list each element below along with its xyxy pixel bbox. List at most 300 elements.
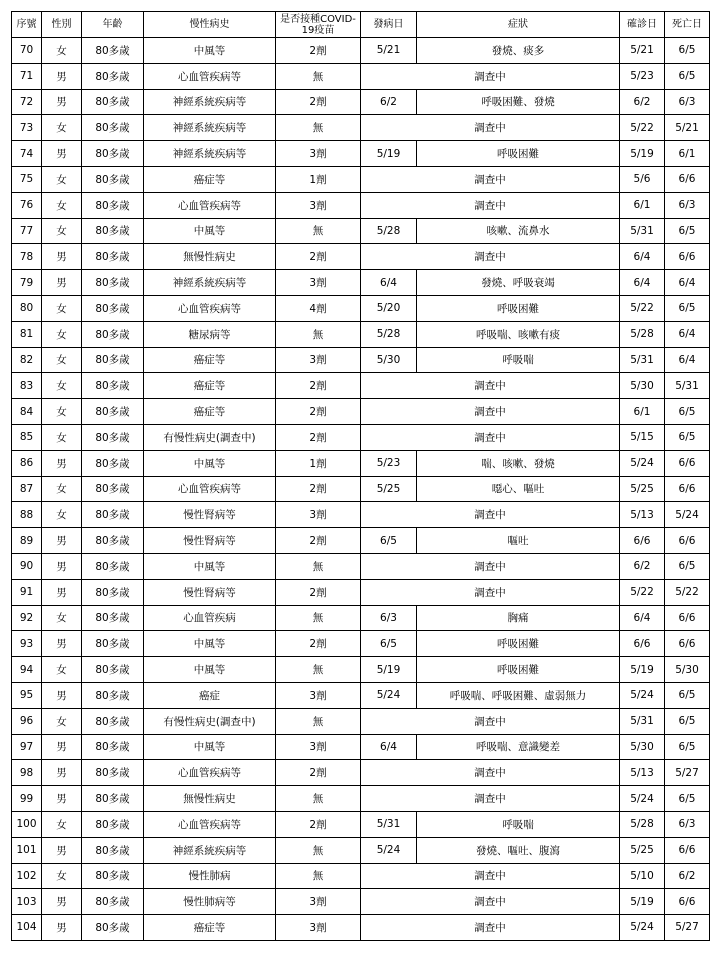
table-row <box>12 399 710 425</box>
diagnosis-date-cell: 5/19 <box>620 657 665 683</box>
death-date-cell: 5/21 <box>665 115 710 141</box>
serial-cell: 103 <box>12 889 42 915</box>
chronic-disease-cell: 無慢性病史 <box>144 786 276 812</box>
death-date-cell: 6/5 <box>665 399 710 425</box>
table-row <box>12 811 710 837</box>
serial-cell: 79 <box>12 270 42 296</box>
symptoms-cell: 呼吸喘、咳嗽有痰 <box>417 321 620 347</box>
symptoms-cell: 胸痛 <box>417 605 620 631</box>
symptoms-cell: 咳嗽、流鼻水 <box>417 218 620 244</box>
symptoms-cell: 調查中 <box>361 786 620 812</box>
death-date-cell: 6/5 <box>665 553 710 579</box>
chronic-disease-cell: 中風等 <box>144 38 276 64</box>
onset-date-cell: 5/24 <box>361 682 417 708</box>
vaccination-cell: 3劑 <box>276 682 361 708</box>
age-cell: 80多歲 <box>82 502 144 528</box>
sex-cell: 女 <box>42 863 82 889</box>
chronic-disease-cell: 神經系統疾病等 <box>144 141 276 167</box>
serial-cell: 88 <box>12 502 42 528</box>
serial-cell: 85 <box>12 424 42 450</box>
vaccination-cell: 2劑 <box>276 579 361 605</box>
table-row <box>12 63 710 89</box>
diagnosis-date-cell: 5/31 <box>620 218 665 244</box>
vaccination-cell: 3劑 <box>276 915 361 941</box>
diagnosis-date-cell: 5/25 <box>620 476 665 502</box>
diagnosis-date-cell: 5/28 <box>620 811 665 837</box>
death-date-cell: 6/6 <box>665 889 710 915</box>
symptoms-cell: 發燒、嘔吐、腹瀉 <box>417 837 620 863</box>
chronic-disease-cell: 中風等 <box>144 657 276 683</box>
serial-cell: 89 <box>12 528 42 554</box>
vaccination-cell: 2劑 <box>276 244 361 270</box>
symptoms-cell: 調查中 <box>361 760 620 786</box>
sex-cell: 女 <box>42 502 82 528</box>
sex-cell: 女 <box>42 708 82 734</box>
chronic-disease-cell: 神經系統疾病等 <box>144 837 276 863</box>
table-row <box>12 889 710 915</box>
table-body <box>12 38 710 941</box>
header-serial: 序號 <box>12 12 42 38</box>
death-date-cell: 6/4 <box>665 321 710 347</box>
chronic-disease-cell: 癌症 <box>144 682 276 708</box>
onset-date-cell: 6/4 <box>361 734 417 760</box>
table-row <box>12 321 710 347</box>
symptoms-cell: 調查中 <box>361 889 620 915</box>
symptoms-cell: 呼吸困難 <box>417 141 620 167</box>
diagnosis-date-cell: 5/31 <box>620 708 665 734</box>
age-cell: 80多歲 <box>82 734 144 760</box>
table-row <box>12 837 710 863</box>
table-row <box>12 218 710 244</box>
symptoms-cell: 呼吸喘 <box>417 347 620 373</box>
onset-date-cell: 5/28 <box>361 218 417 244</box>
symptoms-cell: 嘔吐 <box>417 528 620 554</box>
vaccination-cell: 3劑 <box>276 270 361 296</box>
sex-cell: 男 <box>42 631 82 657</box>
death-date-cell: 5/27 <box>665 760 710 786</box>
sex-cell: 男 <box>42 553 82 579</box>
header-symptoms: 症狀 <box>417 12 620 38</box>
age-cell: 80多歲 <box>82 786 144 812</box>
age-cell: 80多歲 <box>82 89 144 115</box>
symptoms-cell: 調查中 <box>361 166 620 192</box>
diagnosis-date-cell: 6/6 <box>620 528 665 554</box>
age-cell: 80多歲 <box>82 760 144 786</box>
symptoms-cell: 調查中 <box>361 63 620 89</box>
vaccination-cell: 3劑 <box>276 192 361 218</box>
symptoms-cell: 調查中 <box>361 424 620 450</box>
vaccination-cell: 2劑 <box>276 631 361 657</box>
vaccination-cell: 2劑 <box>276 476 361 502</box>
death-date-cell: 5/24 <box>665 502 710 528</box>
sex-cell: 女 <box>42 657 82 683</box>
diagnosis-date-cell: 5/24 <box>620 682 665 708</box>
table-row <box>12 579 710 605</box>
table-row <box>12 605 710 631</box>
serial-cell: 100 <box>12 811 42 837</box>
vaccination-cell: 2劑 <box>276 399 361 425</box>
table-row <box>12 38 710 64</box>
vaccination-cell: 無 <box>276 837 361 863</box>
chronic-disease-cell: 癌症等 <box>144 347 276 373</box>
onset-date-cell: 5/30 <box>361 347 417 373</box>
table-row <box>12 734 710 760</box>
death-date-cell: 5/30 <box>665 657 710 683</box>
symptoms-cell: 調查中 <box>361 553 620 579</box>
chronic-disease-cell: 中風等 <box>144 450 276 476</box>
serial-cell: 101 <box>12 837 42 863</box>
serial-cell: 71 <box>12 63 42 89</box>
death-date-cell: 6/6 <box>665 528 710 554</box>
vaccination-cell: 1劑 <box>276 450 361 476</box>
vaccination-cell: 2劑 <box>276 373 361 399</box>
table-row <box>12 786 710 812</box>
death-date-cell: 5/22 <box>665 579 710 605</box>
header-row <box>12 12 710 38</box>
table-row <box>12 863 710 889</box>
symptoms-cell: 呼吸喘、意識變差 <box>417 734 620 760</box>
onset-date-cell: 5/21 <box>361 38 417 64</box>
age-cell: 80多歲 <box>82 657 144 683</box>
diagnosis-date-cell: 5/23 <box>620 63 665 89</box>
symptoms-cell: 調查中 <box>361 708 620 734</box>
sex-cell: 男 <box>42 915 82 941</box>
death-date-cell: 6/1 <box>665 141 710 167</box>
sex-cell: 男 <box>42 786 82 812</box>
header-diagnosis-date: 確診日 <box>620 12 665 38</box>
chronic-disease-cell: 中風等 <box>144 218 276 244</box>
vaccination-cell: 無 <box>276 863 361 889</box>
death-date-cell: 6/6 <box>665 166 710 192</box>
sex-cell: 男 <box>42 63 82 89</box>
chronic-disease-cell: 慢性腎病等 <box>144 528 276 554</box>
serial-cell: 74 <box>12 141 42 167</box>
diagnosis-date-cell: 5/22 <box>620 579 665 605</box>
vaccination-cell: 無 <box>276 115 361 141</box>
vaccination-cell: 2劑 <box>276 528 361 554</box>
sex-cell: 男 <box>42 837 82 863</box>
diagnosis-date-cell: 6/2 <box>620 553 665 579</box>
vaccination-cell: 2劑 <box>276 38 361 64</box>
symptoms-cell: 調查中 <box>361 502 620 528</box>
diagnosis-date-cell: 5/24 <box>620 450 665 476</box>
vaccination-cell: 無 <box>276 321 361 347</box>
sex-cell: 女 <box>42 115 82 141</box>
chronic-disease-cell: 中風等 <box>144 734 276 760</box>
table-row <box>12 502 710 528</box>
vaccination-cell: 無 <box>276 708 361 734</box>
sex-cell: 女 <box>42 811 82 837</box>
serial-cell: 83 <box>12 373 42 399</box>
chronic-disease-cell: 心血管疾病等 <box>144 811 276 837</box>
age-cell: 80多歲 <box>82 63 144 89</box>
death-date-cell: 6/5 <box>665 786 710 812</box>
death-date-cell: 6/3 <box>665 89 710 115</box>
age-cell: 80多歲 <box>82 166 144 192</box>
chronic-disease-cell: 慢性腎病等 <box>144 579 276 605</box>
diagnosis-date-cell: 5/15 <box>620 424 665 450</box>
diagnosis-date-cell: 5/13 <box>620 760 665 786</box>
symptoms-cell: 調查中 <box>361 399 620 425</box>
chronic-disease-cell: 慢性腎病等 <box>144 502 276 528</box>
vaccination-cell: 無 <box>276 657 361 683</box>
age-cell: 80多歲 <box>82 528 144 554</box>
chronic-disease-cell: 心血管疾病等 <box>144 760 276 786</box>
serial-cell: 104 <box>12 915 42 941</box>
vaccination-cell: 2劑 <box>276 811 361 837</box>
death-date-cell: 6/3 <box>665 192 710 218</box>
diagnosis-date-cell: 5/30 <box>620 734 665 760</box>
serial-cell: 82 <box>12 347 42 373</box>
diagnosis-date-cell: 6/6 <box>620 631 665 657</box>
age-cell: 80多歲 <box>82 399 144 425</box>
diagnosis-date-cell: 5/24 <box>620 915 665 941</box>
age-cell: 80多歲 <box>82 476 144 502</box>
chronic-disease-cell: 神經系統疾病等 <box>144 89 276 115</box>
vaccination-cell: 4劑 <box>276 295 361 321</box>
header-death-date: 死亡日 <box>665 12 710 38</box>
diagnosis-date-cell: 5/21 <box>620 38 665 64</box>
table-row <box>12 295 710 321</box>
age-cell: 80多歲 <box>82 605 144 631</box>
age-cell: 80多歲 <box>82 295 144 321</box>
age-cell: 80多歲 <box>82 708 144 734</box>
symptoms-cell: 調查中 <box>361 192 620 218</box>
diagnosis-date-cell: 5/10 <box>620 863 665 889</box>
diagnosis-date-cell: 5/25 <box>620 837 665 863</box>
diagnosis-date-cell: 6/1 <box>620 399 665 425</box>
diagnosis-date-cell: 6/1 <box>620 192 665 218</box>
onset-date-cell: 5/24 <box>361 837 417 863</box>
sex-cell: 男 <box>42 244 82 270</box>
sex-cell: 男 <box>42 682 82 708</box>
death-date-cell: 6/6 <box>665 631 710 657</box>
chronic-disease-cell: 心血管疾病等 <box>144 476 276 502</box>
table-row <box>12 270 710 296</box>
symptoms-cell: 調查中 <box>361 115 620 141</box>
chronic-disease-cell: 癌症等 <box>144 373 276 399</box>
age-cell: 80多歲 <box>82 192 144 218</box>
vaccination-cell: 無 <box>276 786 361 812</box>
chronic-disease-cell: 癌症等 <box>144 399 276 425</box>
serial-cell: 98 <box>12 760 42 786</box>
serial-cell: 76 <box>12 192 42 218</box>
age-cell: 80多歲 <box>82 347 144 373</box>
table-row <box>12 141 710 167</box>
diagnosis-date-cell: 6/4 <box>620 605 665 631</box>
serial-cell: 90 <box>12 553 42 579</box>
table-row <box>12 347 710 373</box>
serial-cell: 96 <box>12 708 42 734</box>
vaccination-cell: 2劑 <box>276 424 361 450</box>
symptoms-cell: 調查中 <box>361 579 620 605</box>
death-date-cell: 6/5 <box>665 63 710 89</box>
header-age: 年齡 <box>82 12 144 38</box>
sex-cell: 男 <box>42 450 82 476</box>
diagnosis-date-cell: 5/31 <box>620 347 665 373</box>
symptoms-cell: 調查中 <box>361 915 620 941</box>
sex-cell: 男 <box>42 760 82 786</box>
serial-cell: 84 <box>12 399 42 425</box>
diagnosis-date-cell: 5/28 <box>620 321 665 347</box>
chronic-disease-cell: 慢性肺病 <box>144 863 276 889</box>
symptoms-cell: 呼吸困難、發燒 <box>417 89 620 115</box>
table-row <box>12 166 710 192</box>
sex-cell: 女 <box>42 605 82 631</box>
death-date-cell: 6/6 <box>665 244 710 270</box>
onset-date-cell: 5/20 <box>361 295 417 321</box>
serial-cell: 97 <box>12 734 42 760</box>
serial-cell: 75 <box>12 166 42 192</box>
chronic-disease-cell: 癌症等 <box>144 915 276 941</box>
chronic-disease-cell: 神經系統疾病等 <box>144 115 276 141</box>
table-row <box>12 528 710 554</box>
sex-cell: 女 <box>42 476 82 502</box>
symptoms-cell: 呼吸喘 <box>417 811 620 837</box>
sex-cell: 男 <box>42 528 82 554</box>
vaccination-cell: 3劑 <box>276 889 361 915</box>
sex-cell: 男 <box>42 141 82 167</box>
table-row <box>12 682 710 708</box>
vaccination-cell: 3劑 <box>276 347 361 373</box>
vaccination-cell: 1劑 <box>276 166 361 192</box>
table-row <box>12 760 710 786</box>
sex-cell: 男 <box>42 89 82 115</box>
age-cell: 80多歲 <box>82 244 144 270</box>
age-cell: 80多歲 <box>82 915 144 941</box>
vaccination-cell: 2劑 <box>276 89 361 115</box>
death-date-cell: 6/6 <box>665 605 710 631</box>
death-date-cell: 6/5 <box>665 734 710 760</box>
sex-cell: 女 <box>42 347 82 373</box>
chronic-disease-cell: 心血管疾病等 <box>144 192 276 218</box>
age-cell: 80多歲 <box>82 579 144 605</box>
serial-cell: 70 <box>12 38 42 64</box>
diagnosis-date-cell: 6/2 <box>620 89 665 115</box>
diagnosis-date-cell: 5/6 <box>620 166 665 192</box>
sex-cell: 女 <box>42 192 82 218</box>
death-date-cell: 6/4 <box>665 270 710 296</box>
header-chronic-disease: 慢性病史 <box>144 12 276 38</box>
serial-cell: 95 <box>12 682 42 708</box>
vaccination-cell: 無 <box>276 63 361 89</box>
table-row <box>12 244 710 270</box>
diagnosis-date-cell: 5/13 <box>620 502 665 528</box>
age-cell: 80多歲 <box>82 631 144 657</box>
serial-cell: 81 <box>12 321 42 347</box>
serial-cell: 86 <box>12 450 42 476</box>
chronic-disease-cell: 心血管疾病等 <box>144 295 276 321</box>
chronic-disease-cell: 中風等 <box>144 631 276 657</box>
sex-cell: 女 <box>42 38 82 64</box>
chronic-disease-cell: 癌症等 <box>144 166 276 192</box>
symptoms-cell: 發燒、呼吸衰竭 <box>417 270 620 296</box>
chronic-disease-cell: 中風等 <box>144 553 276 579</box>
age-cell: 80多歲 <box>82 837 144 863</box>
table-row <box>12 476 710 502</box>
onset-date-cell: 5/25 <box>361 476 417 502</box>
serial-cell: 72 <box>12 89 42 115</box>
symptoms-cell: 呼吸困難 <box>417 295 620 321</box>
serial-cell: 80 <box>12 295 42 321</box>
onset-date-cell: 6/4 <box>361 270 417 296</box>
onset-date-cell: 6/5 <box>361 528 417 554</box>
vaccination-cell: 2劑 <box>276 760 361 786</box>
table-row <box>12 115 710 141</box>
serial-cell: 92 <box>12 605 42 631</box>
age-cell: 80多歲 <box>82 553 144 579</box>
death-date-cell: 6/6 <box>665 450 710 476</box>
header-onset-date: 發病日 <box>361 12 417 38</box>
age-cell: 80多歲 <box>82 811 144 837</box>
death-date-cell: 6/6 <box>665 476 710 502</box>
sex-cell: 男 <box>42 734 82 760</box>
onset-date-cell: 6/3 <box>361 605 417 631</box>
age-cell: 80多歲 <box>82 218 144 244</box>
symptoms-cell: 調查中 <box>361 244 620 270</box>
age-cell: 80多歲 <box>82 889 144 915</box>
vaccination-cell: 3劑 <box>276 141 361 167</box>
sex-cell: 女 <box>42 295 82 321</box>
serial-cell: 77 <box>12 218 42 244</box>
age-cell: 80多歲 <box>82 38 144 64</box>
death-date-cell: 5/31 <box>665 373 710 399</box>
sex-cell: 男 <box>42 889 82 915</box>
table-row <box>12 657 710 683</box>
age-cell: 80多歲 <box>82 424 144 450</box>
serial-cell: 99 <box>12 786 42 812</box>
chronic-disease-cell: 心血管疾病 <box>144 605 276 631</box>
age-cell: 80多歲 <box>82 373 144 399</box>
vaccination-cell: 3劑 <box>276 734 361 760</box>
chronic-disease-cell: 有慢性病史(調查中) <box>144 424 276 450</box>
table-row <box>12 631 710 657</box>
death-date-cell: 6/5 <box>665 295 710 321</box>
sex-cell: 女 <box>42 399 82 425</box>
death-date-cell: 6/5 <box>665 424 710 450</box>
sex-cell: 男 <box>42 270 82 296</box>
age-cell: 80多歲 <box>82 141 144 167</box>
chronic-disease-cell: 慢性肺病等 <box>144 889 276 915</box>
case-table-container <box>11 11 710 941</box>
symptoms-cell: 噁心、嘔吐 <box>417 476 620 502</box>
chronic-disease-cell: 心血管疾病等 <box>144 63 276 89</box>
chronic-disease-cell: 有慢性病史(調查中) <box>144 708 276 734</box>
death-date-cell: 6/5 <box>665 38 710 64</box>
serial-cell: 91 <box>12 579 42 605</box>
symptoms-cell: 調查中 <box>361 373 620 399</box>
onset-date-cell: 6/5 <box>361 631 417 657</box>
onset-date-cell: 5/31 <box>361 811 417 837</box>
sex-cell: 女 <box>42 321 82 347</box>
age-cell: 80多歲 <box>82 270 144 296</box>
diagnosis-date-cell: 5/19 <box>620 141 665 167</box>
onset-date-cell: 6/2 <box>361 89 417 115</box>
serial-cell: 102 <box>12 863 42 889</box>
table-row <box>12 89 710 115</box>
table-row <box>12 373 710 399</box>
age-cell: 80多歲 <box>82 863 144 889</box>
table-row <box>12 553 710 579</box>
death-date-cell: 5/27 <box>665 915 710 941</box>
sex-cell: 女 <box>42 373 82 399</box>
chronic-disease-cell: 無慢性病史 <box>144 244 276 270</box>
onset-date-cell: 5/19 <box>361 141 417 167</box>
symptoms-cell: 呼吸困難 <box>417 657 620 683</box>
death-date-cell: 6/6 <box>665 837 710 863</box>
diagnosis-date-cell: 5/22 <box>620 295 665 321</box>
symptoms-cell: 調查中 <box>361 863 620 889</box>
